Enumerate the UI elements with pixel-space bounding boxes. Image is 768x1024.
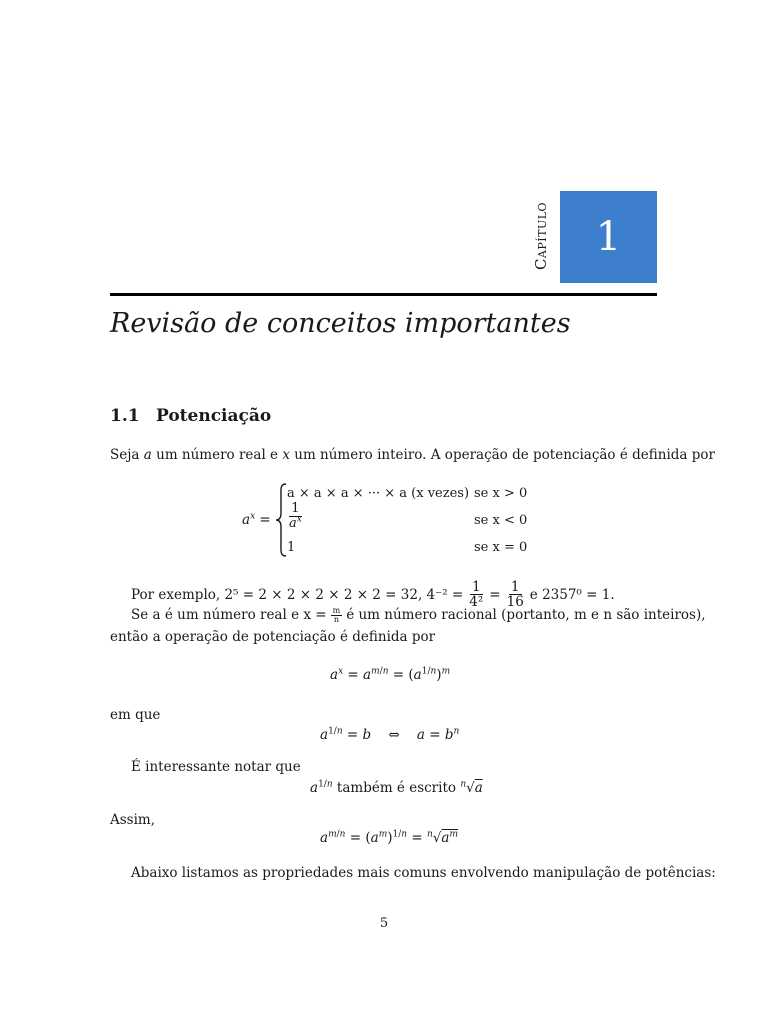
cases-lhs: $a^x$ = [242,511,271,528]
rational-line-2: então a operação de potenciação é definida por [110,629,436,645]
cases-row-2-expr: $\frac{1}{a^x}$ [289,501,302,531]
page-number: 5 [379,916,389,931]
chapter-number: 1 [595,214,622,260]
cases-row-3-cond: se x = 0 [474,540,528,555]
example-line: Por exemplo, 2⁵ = 2 × 2 × 2 × 2 × 2 = 32, 4⁻² = $\frac{1}{\text{4²}}$ = $\frac{1}{16}$ e 2357⁰ = 1. [131,579,615,610]
abaixo-text: Abaixo listamos as propriedades mais comuns envolvendo manipulação de potências: [131,865,716,881]
equation-root-definition: $a^{1/n} = b$ ⇔ $a = b^n$ [320,726,460,743]
assim-text: Assim, [110,812,156,828]
cases-brace [275,483,287,557]
section-heading [110,406,271,426]
section-number: 1.1 [110,406,140,426]
chapter-title: Revisão de conceitos importantes [110,308,571,339]
cases-row-3-expr: 1 [287,540,296,555]
intro-paragraph: Seja a um número real e x um número inteiro. A operação de potenciação é definida por [110,447,715,463]
chapter-number-box [560,191,657,283]
cases-row-1-cond: se x > 0 [474,486,528,501]
rational-line-1: Se a é um número real e x = $\frac{m}{n}$ é um número racional (portanto, m e n são inteiros), [131,605,706,624]
em-que-text: em que [110,707,161,723]
section-title: Potenciação [156,406,272,426]
equation-root-notation: $a^{1/n}$ também é escrito $^n$√a [310,779,483,796]
equation-general-root: $a^{m/n} = (a^m)^{1/n} = ^n√a^m$ [320,829,458,846]
interessante-text: É interessante notar que [131,759,301,775]
equation-rational-power: $a^x = a^{m/n} = (a^{1/n})^m$ [330,666,451,683]
chapter-label: Capítulo [532,201,551,271]
cases-row-2-cond: se x < 0 [474,513,528,528]
chapter-rule [110,293,657,296]
cases-row-1-expr: a × a × a × ··· × a (x vezes) [287,486,470,501]
